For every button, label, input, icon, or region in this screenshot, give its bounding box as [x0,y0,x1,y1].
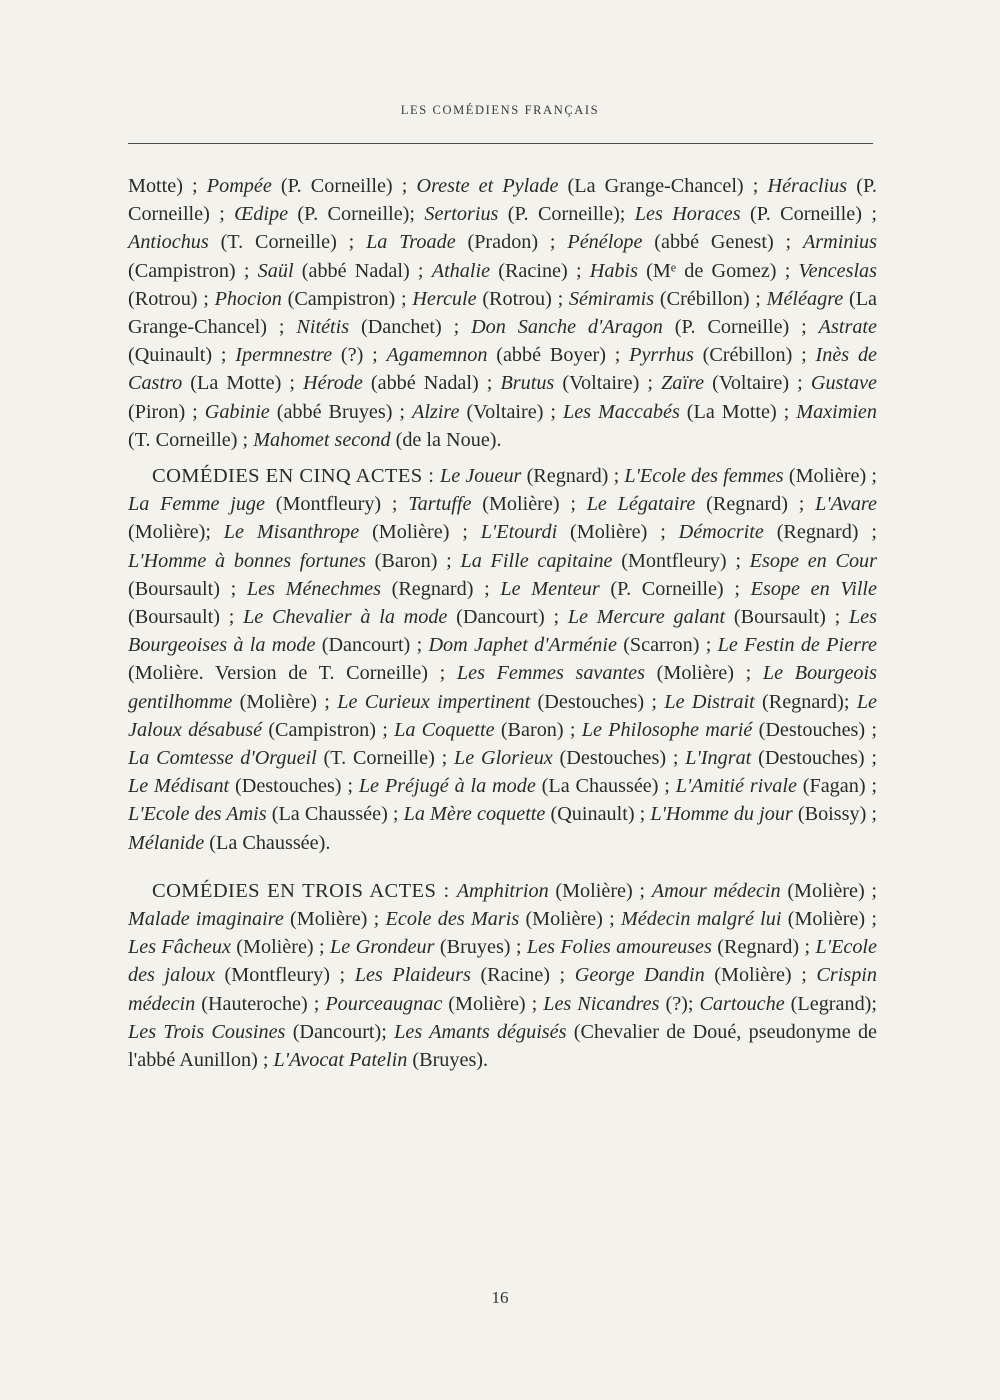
play-title: Le Philosophe marié [581,718,753,741]
play-title: La Comtesse d'Orgueil [128,747,317,770]
play-title: La Coquette [394,718,495,741]
play-title: Cartouche [699,992,785,1015]
play-title: Les Fâcheux [128,936,231,959]
play-title: Crispin médecin [128,964,878,1015]
header-rule [128,143,873,144]
trois-actes-paragraph [128,877,877,1074]
play-title: Brutus [500,372,555,395]
cinq-actes-heading: COMÉDIES EN CINQ ACTES : [152,465,440,488]
play-title: L'Amitié rivale [675,775,797,798]
play-title: Pourceaugnac [325,992,443,1015]
play-title: L'Ecole des jaloux [128,936,877,987]
play-title: Dom Japhet d'Arménie [428,634,617,657]
play-title: L'Homme à bonnes fortunes [128,549,366,572]
play-title: L'Etourdi [480,521,558,544]
play-title: Le Festin de Pierre [717,634,877,657]
play-title: Les Trois Cousines [128,1020,286,1043]
play-title: Phocion [214,287,282,310]
play-title: Médecin malgré lui [620,908,782,931]
play-title: Le Légataire [586,493,696,516]
page-number: 16 [491,1288,509,1307]
cinq-actes-paragraph [128,462,877,857]
play-title: Démocrite [678,521,764,544]
play-title: Hérode [303,372,363,395]
play-title: Inès de Castro [128,344,877,395]
play-title: Les Femmes savantes [456,662,645,685]
play-title: Le Chevalier à la mode [243,606,448,629]
play-title: Les Amants déguisés [394,1020,567,1043]
play-title: Le Jaloux désabusé [128,690,877,741]
play-title: Venceslas [798,259,877,282]
play-title: Antiochus [128,231,209,254]
play-title: Amour médecin [651,879,781,902]
play-title: Zaïre [661,372,705,395]
play-title: Le Misanthrope [223,521,360,544]
play-title: Esope en Ville [750,577,877,600]
play-title: Œdipe [234,203,289,226]
play-title: L'Ecole des Amis [128,803,267,826]
play-title: Amphitrion [456,879,549,902]
play-title: Oreste et Pylade [416,175,559,197]
play-title: Le Glorieux [454,747,553,770]
play-title: Le Préjugé à la mode [358,775,536,798]
play-title: La Mère coquette [403,803,546,826]
play-title: Astrate [818,316,877,339]
play-title: Gustave [810,372,878,395]
page-body [128,172,877,1074]
cinq-actes-list: Le Joueur (Regnard) ; L'Ecole des femmes (Molière) ; La Femme juge (Montfleury) ; Tartuffe (Molière) ; Le Légataire (Regnard) ; L'Avare (Molière); Le Misanthrope (Molière) ; L'Etourdi (Molière) ; Démocrite (Regnard) ; L'Homme à bonnes fortunes (Baron) ; La Fille capitaine (Montfleury) ; Esope en Cour (Boursault) ; Les Ménechmes (Regnard) ; Le Menteur (P. Corneille) ; Esope en Ville (Boursault) ; Le Chevalier à la mode (Dancourt) ; Le Mercure galant (Boursault) ; Les Bourgeoises à la mode (Dancourt) ; Dom Japhet d'Arménie (Scarron) ; Le Festin de Pierre (Molière. Version de T. Corneille) ; Les Femmes savantes (Molière) ; Le Bourgeois gentilhomme (Molière) ; Le Curieux impertinent (Destouches) ; Le Distrait (Regnard); Le Jaloux désabusé (Campistron) ; La Coquette (Baron) ; Le Philosophe marié (Destouches) ; La Comtesse d'Orgueil (T. Corneille) ; Le Glorieux (Destouches) ; L'Ingrat (Destouches) ; Le Médisant (Destouches) ; Le Préjugé à la mode (La Chaussée) ; L'Amitié rivale (Fagan) ; L'Ecole des Amis (La Chaussée) ; La Mère coquette (Quinault) ; L'Homme du jour (Boissy) ; Mélanide (La Chaussée). [128,465,878,854]
play-title: Habis [589,259,638,282]
play-title: Ipermnestre [235,344,333,367]
play-title: Les Folies amoureuses [526,936,712,959]
play-title: La Fille capitaine [460,549,613,572]
play-title: Alzire [412,400,460,423]
play-title: Les Horaces [634,203,741,226]
play-title: Maximien [796,400,877,423]
play-title: Le Curieux impertinent [337,690,531,713]
play-title: Les Nicandres [543,992,660,1015]
trois-actes-list: Amphitrion (Molière) ; Amour médecin (Molière) ; Malade imaginaire (Molière) ; Ecole des Maris (Molière) ; Médecin malgré lui (Molière) ; Les Fâcheux (Molière) ; Le Grondeur (Bruyes) ; Les Folies amoureuses (Regnard) ; L'Ecole des jaloux (Montfleury) ; Les Plaideurs (Racine) ; George Dandin (Molière) ; Crispin médecin (Hauteroche) ; Pourceaugnac (Molière) ; Les Nicandres (?); Cartouche (Legrand); Les Trois Cousines (Dancourt); Les Amants déguisés (Chevalier de Doué, pseudonyme de l'abbé Aunillon) ; L'Avocat Patelin (Bruyes). [128,879,878,1072]
play-title: Mahomet second [253,428,391,451]
play-title: Tartuffe [408,493,472,516]
play-title: Hercule [412,287,477,310]
play-title: Le Grondeur [330,936,435,959]
play-title: Malade imaginaire [128,908,284,931]
play-title: Le Médisant [128,775,230,798]
play-title: Pompée [206,175,272,197]
play-title: Le Bourgeois gentilhomme [128,662,877,713]
play-title: Mélanide [128,831,205,854]
play-title: Pénélope [567,231,643,254]
trois-actes-heading: COMÉDIES EN TROIS ACTES : [152,879,457,902]
play-title: Athalie [431,259,491,282]
play-title: Gabinie [204,400,270,423]
play-title: L'Avocat Patelin [273,1049,408,1072]
play-title: Ecole des Maris [385,908,520,931]
play-title: George Dandin [574,964,705,987]
play-title: L'Ingrat [685,747,752,770]
play-title: L'Homme du jour [650,803,793,826]
play-title: La Femme juge [128,493,265,516]
play-title: Méléagre [766,287,844,310]
play-title: L'Ecole des femmes [624,465,784,488]
running-head: LES COMÉDIENS FRANÇAIS [400,103,600,117]
play-title: La Troade [366,231,456,254]
play-title: L'Avare [815,493,877,516]
play-title: Arminius [802,231,877,254]
play-title: Agamemnon [386,344,488,367]
play-title: Sertorius [424,203,499,226]
play-title: Le Menteur [500,577,600,600]
play-title: Les Bourgeoises à la mode [128,606,877,657]
tragedies-paragraph: Motte) ; Pompée (P. Corneille) ; Oreste et Pylade (La Grange-Chancel) ; Héraclius (P. Corneille) ; Œdipe (P. Corneille); Sertorius (P. Corneille); Les Horaces (P. Corneille) ; Antiochus (T. Corneille) ; La Troade (Pradon) ; Pénélope (abbé Genest) ; Arminius (Campistron) ; Saül (abbé Nadal) ; Athalie (Racine) ; Habis (Mᵉ de Gomez) ; Venceslas (Rotrou) ; Phocion (Campistron) ; Hercule (Rotrou) ; Sémiramis (Crébillon) ; Méléagre (La Grange-Chancel) ; Nitétis (Danchet) ; Don Sanche d'Aragon (P. Corneille) ; Astrate (Quinault) ; Ipermnestre (?) ; Agamemnon (abbé Boyer) ; Pyrrhus (Crébillon) ; Inès de Castro (La Motte) ; Hérode (abbé Nadal) ; Brutus (Voltaire) ; Zaïre (Voltaire) ; Gustave (Piron) ; Gabinie (abbé Bruyes) ; Alzire (Voltaire) ; Les Maccabés (La Motte) ; Maximien (T. Corneille) ; Mahomet second (de la Noue). [128,175,878,451]
play-title: Le Joueur [439,465,522,488]
play-title: Saül [257,259,294,282]
play-title: Don Sanche d'Aragon [471,316,663,339]
play-title: Esope en Cour [749,549,877,572]
play-title: Pyrrhus [629,344,694,367]
play-title: Les Plaideurs [354,964,471,987]
play-title: Le Mercure galant [567,606,726,629]
play-title: Le Distrait [664,690,755,713]
play-title: Sémiramis [568,287,655,310]
play-title: Nitétis [296,316,350,339]
play-title: Les Maccabés [562,400,680,423]
play-title: Héraclius [767,175,848,197]
play-title: Les Ménechmes [246,577,381,600]
